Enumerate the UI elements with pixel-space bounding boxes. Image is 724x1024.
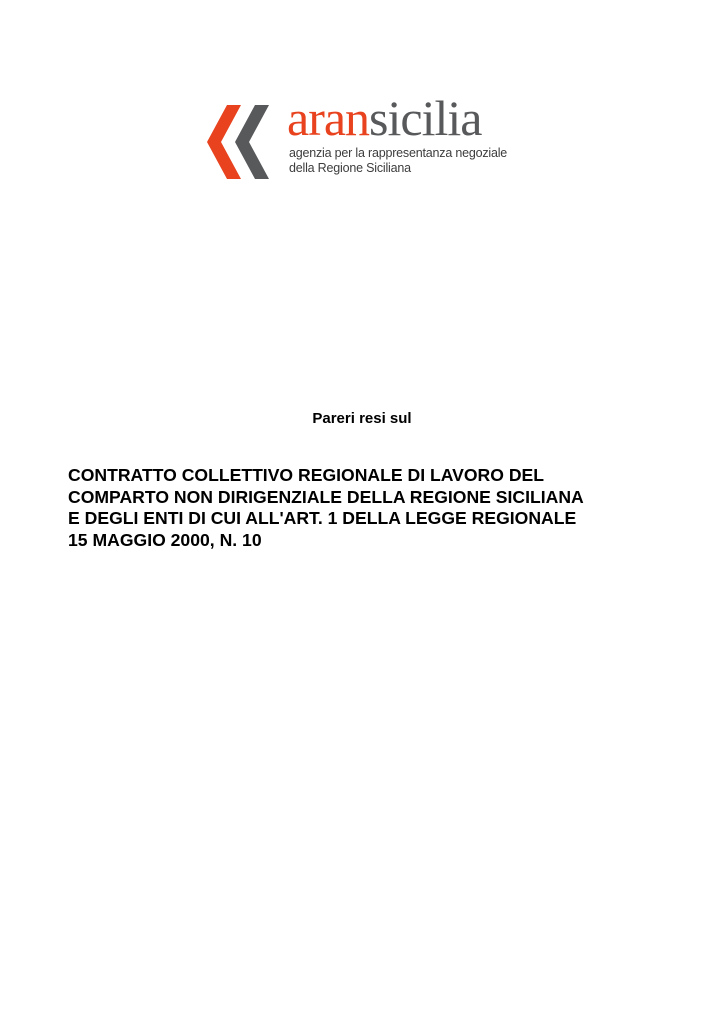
logo-wordmark [287,90,481,146]
document-title-line-3: E DEGLI ENTI DI CUI ALL'ART. 1 DELLA LEGGE REGIONALE [68,508,577,528]
document-title-line-4: 15 MAGGIO 2000, N. 10 [68,529,262,550]
pre-title: Pareri resi sul [312,410,412,427]
logo-wordmark-sicilia: sicilia [369,90,482,146]
aransicilia-logo [207,90,527,185]
document-title-line-1: CONTRATTO COLLETTIVO REGIONALE DI LAVORO DEL [68,465,545,485]
logo-subtitle-line-2: della Regione Siciliana [289,161,411,175]
logo-wordmark-aran: aran [287,90,370,146]
document-title [68,465,668,551]
logo-subtitle [289,146,507,176]
document-title-line-2: COMPARTO NON DIRIGENZIALE DELLA REGIONE SICILIANA [68,486,584,507]
logo-subtitle-line-1: agenzia per la rappresentanza negoziale [289,146,508,160]
double-chevron-left-icon [207,105,273,179]
